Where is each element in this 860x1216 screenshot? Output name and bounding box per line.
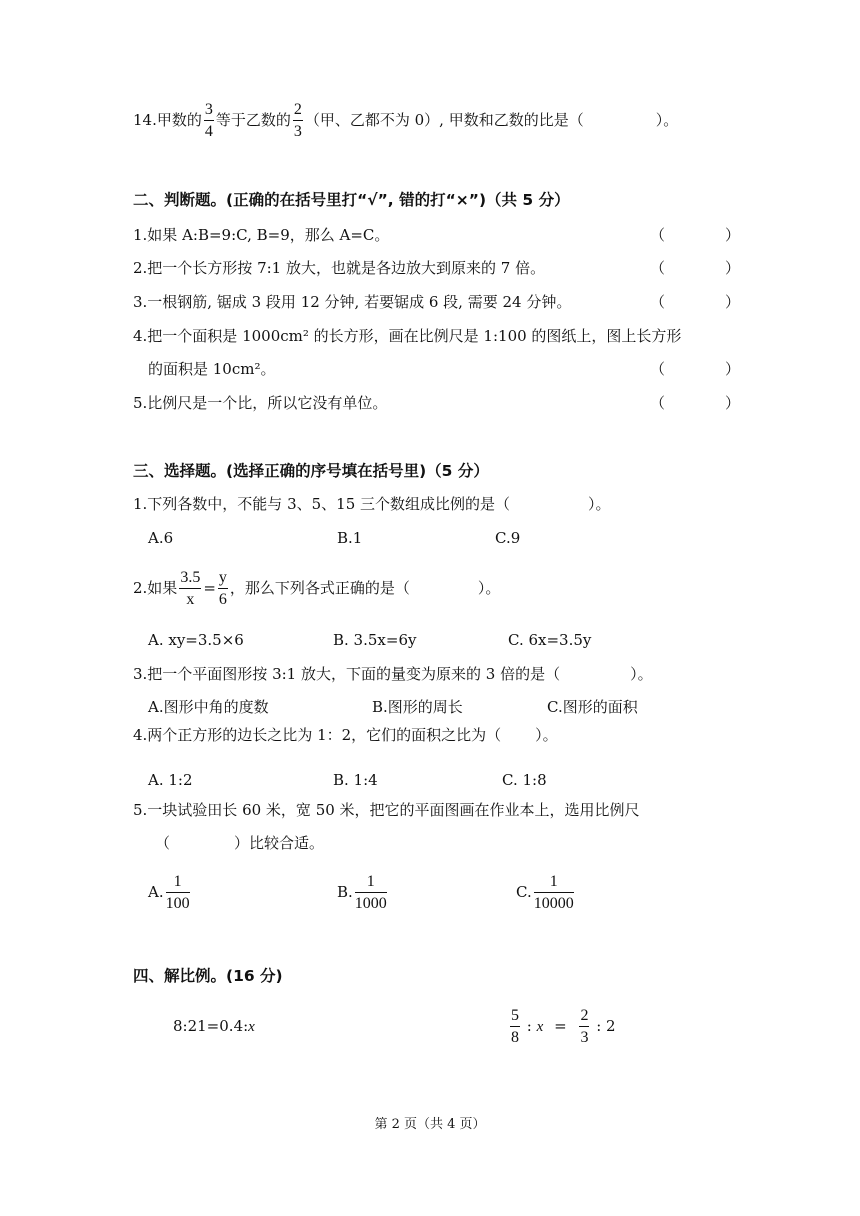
choice-q4-option-c[interactable]: C. 1:8 xyxy=(502,771,547,789)
choice-q5-option-c[interactable]: C. $\frac{1}{10000}$ xyxy=(516,873,574,912)
judge-item-5: 5.比例尺是一个比，所以它没有单位。 xyxy=(133,394,388,412)
fraction-3-4: $\frac{3}{4}$ xyxy=(204,101,213,140)
judge-answer-3[interactable]: （ ） xyxy=(650,293,741,311)
fraction-1-over-10000: $\frac{1}{10000}$ xyxy=(533,873,574,912)
equation-2: $\frac{5}{8}$ : x = $\frac{2}{3}$ : 2 xyxy=(511,1007,616,1046)
judge-item-2: 2.把一个长方形按 7:1 放大，也就是各边放大到原来的 7 倍。 xyxy=(133,259,546,277)
fraction-5-8: $\frac{5}{8}$ xyxy=(511,1007,519,1046)
choice-q1-option-b[interactable]: B.1 xyxy=(337,529,363,547)
choice-q5-cont: （ ）比较合适。 xyxy=(155,834,325,852)
choice-q5-option-a[interactable]: A. $\frac{1}{100}$ xyxy=(148,873,190,912)
page-footer: 第 2 页（共 4 页） xyxy=(374,1117,486,1132)
section-choice-heading: 三、选择题。(选择正确的序号填在括号里)（5 分） xyxy=(133,462,489,480)
choice-q3: 3.把一个平面图形按 3:1 放大，下面的量变为原来的 3 倍的是（ ）。 xyxy=(133,665,653,683)
choice-q2: 2.如果 $\frac{3.5}{x}$ = $\frac{y}{6}$ ，那么下列各式正确的是（ ）。 xyxy=(133,569,501,608)
question-14: 14.甲数的 $\frac{3}{4}$ 等于乙数的 $\frac{2}{3}$ （甲、乙都不为 0）, 甲数和乙数的比是（ ）。 xyxy=(133,101,679,140)
choice-q4-option-b[interactable]: B. 1:4 xyxy=(333,771,378,789)
fraction-1-over-100: $\frac{1}{100}$ xyxy=(165,873,190,912)
fraction-3-5-over-x: $\frac{3.5}{x}$ xyxy=(180,569,201,608)
choice-q1: 1.下列各数中，不能与 3、5、15 三个数组成比例的是（ ）。 xyxy=(133,495,611,513)
choice-q3-option-b[interactable]: B.图形的周长 xyxy=(372,698,463,716)
choice-q1-option-a[interactable]: A.6 xyxy=(148,529,174,547)
judge-item-1: 1.如果 A:B=9:C, B=9，那么 A=C。 xyxy=(133,226,390,244)
choice-q2-option-b[interactable]: B. 3.5x=6y xyxy=(333,631,417,649)
choice-q3-option-a[interactable]: A.图形中角的度数 xyxy=(148,698,269,716)
choice-q2-option-c[interactable]: C. 6x=3.5y xyxy=(508,631,592,649)
judge-item-3: 3.一根钢筋, 锯成 3 段用 12 分钟, 若要锯成 6 段, 需要 24 分钟。 xyxy=(133,293,572,311)
choice-q3-option-c[interactable]: C.图形的面积 xyxy=(547,698,638,716)
fraction-1-over-1000: $\frac{1}{1000}$ xyxy=(354,873,387,912)
choice-q4-option-a[interactable]: A. 1:2 xyxy=(148,771,193,789)
fraction-y-over-6: $\frac{y}{6}$ xyxy=(218,569,227,608)
choice-q4: 4.两个正方形的边长之比为 1：2，它们的面积之比为（ ）。 xyxy=(133,726,558,744)
equation-1: 8:21=0.4:x xyxy=(173,1017,255,1035)
judge-answer-2[interactable]: （ ） xyxy=(650,259,741,277)
judge-answer-1[interactable]: （ ） xyxy=(650,226,741,244)
section-judge-heading: 二、判断题。(正确的在括号里打“√”, 错的打“×”)（共 5 分） xyxy=(133,191,570,209)
judge-item-4-cont: 的面积是 10cm²。 xyxy=(148,360,276,378)
fraction-2-3: $\frac{2}{3}$ xyxy=(293,101,302,140)
choice-q5: 5.一块试验田长 60 米，宽 50 米，把它的平面图画在作业本上，选用比例尺 xyxy=(133,801,640,819)
fraction-2-3-b: $\frac{2}{3}$ xyxy=(580,1007,589,1046)
choice-q2-option-a[interactable]: A. xy=3.5×6 xyxy=(148,631,244,649)
section-solve-heading: 四、解比例。(16 分) xyxy=(133,967,283,985)
judge-answer-4[interactable]: （ ） xyxy=(650,360,741,378)
choice-q5-option-b[interactable]: B. $\frac{1}{1000}$ xyxy=(337,873,387,912)
choice-q1-option-c[interactable]: C.9 xyxy=(495,529,521,547)
judge-item-4: 4.把一个面积是 1000cm² 的长方形，画在比例尺是 1:100 的图纸上，图上长方形 xyxy=(133,327,682,345)
judge-answer-5[interactable]: （ ） xyxy=(650,394,741,412)
